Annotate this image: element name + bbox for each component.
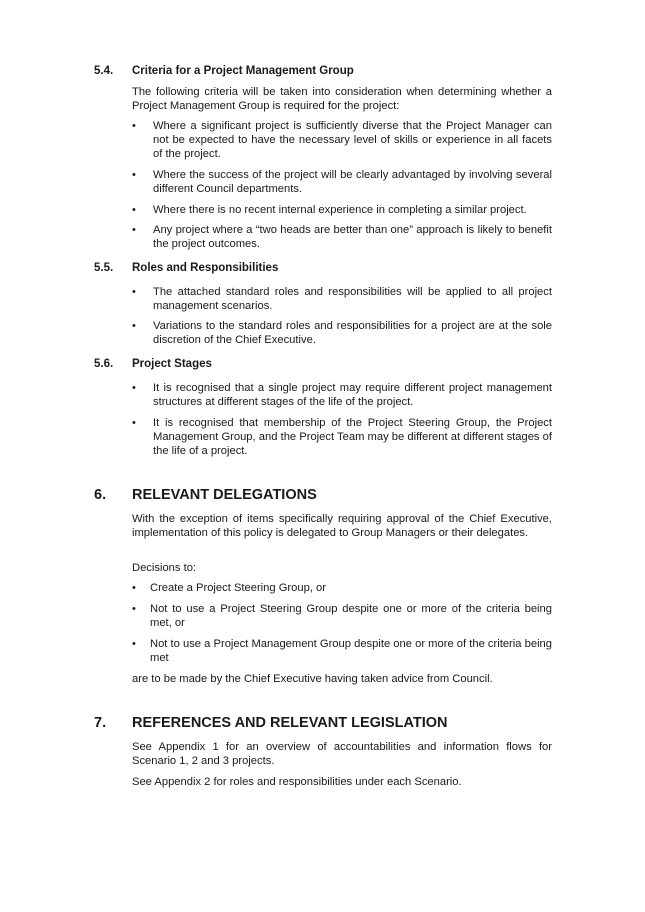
bullet-icon: •: [132, 120, 136, 132]
section-6-decisions-label: Decisions to:: [132, 562, 197, 574]
section-5-4-intro: The following criteria will be taken into consideration when determining whether a Project Management Group is required for the project:: [132, 86, 552, 112]
section-number: 5.4.: [94, 65, 114, 77]
bullet-icon: •: [132, 286, 136, 298]
document-page: 5.4. Criteria for a Project Management Group The following criteria will be taken into consideration when determining whether a Project Management Group is required for the project: • Where a significant project is sufficiently diverse that the Project Manager can not be expected to have the necessary level of skills or experience in all facets of the project. • Where the success of the project will be clearly advantaged by involving several different Council departments. • Where there is no recent internal experience in completing a similar project. • Any project where a “two heads are better than one” approach is likely to benefit the project outcomes. 5.5. Roles and Responsibilities • The attached standard roles and responsibilities will be applied to all project management scenarios. • Variations to the standard roles and responsibilities for a project are at the sole discretion of the Chief Executive. 5.6. Project Stages • It is recognised that a single project may require different project management structures at different stages of the life of the project. • It is recognised that membership of the Project Steering Group, the Project Management Group, and the Project Team may be different at different stages of the life of a project. 6. RELEVANT DELEGATIONS With the exception of items specifically requiring approval of the Chief Executive, implementation of this policy is delegated to Group Managers or their delegates. Decisions to: • Create a Project Steering Group, or • Not to use a Project Steering Group despite one or more of the criteria being met, or • Not to use a Project Management Group despite one or more of the criteria being met are to be made by the Chief Executive having taken advice from Council. 7. REFERENCES AND RELEVANT LEGISLATION See Appendix 1 for an overview of accountabilities and information flows for Scenario 1, 2 and 3 projects. See Appendix 2 for roles and responsibilities under each Scenario.: [94, 65, 552, 788]
section-7-paragraph-1: See Appendix 1 for an overview of accountabilities and information flows for Scenario 1, 2 and 3 projects.: [132, 741, 552, 767]
bullet-icon: •: [132, 638, 136, 650]
bullet-icon: •: [132, 320, 136, 332]
bullet-icon: •: [132, 603, 136, 615]
section-title: Project Stages: [132, 358, 212, 370]
bullet-icon: •: [132, 169, 136, 181]
section-title: Criteria for a Project Management Group: [132, 65, 354, 77]
section-title: REFERENCES AND RELEVANT LEGISLATION: [132, 715, 448, 731]
section-title: Roles and Responsibilities: [132, 262, 279, 274]
section-number: 7.: [94, 715, 107, 731]
section-number: 5.6.: [94, 358, 114, 370]
bullet-icon: •: [132, 582, 136, 594]
section-7-paragraph-2: See Appendix 2 for roles and responsibilities under each Scenario.: [132, 776, 462, 788]
bullet-icon: •: [132, 224, 136, 236]
section-6-intro: With the exception of items specifically requiring approval of the Chief Executive, implementation of this policy is delegated to Group Managers or their delegates.: [132, 513, 552, 539]
bullet-icon: •: [132, 417, 136, 429]
bullet-icon: •: [132, 382, 136, 394]
section-title: RELEVANT DELEGATIONS: [132, 487, 317, 503]
bullet-icon: •: [132, 204, 136, 216]
section-number: 5.5.: [94, 262, 114, 274]
section-6-closing: are to be made by the Chief Executive having taken advice from Council.: [132, 673, 493, 685]
section-number: 6.: [94, 487, 107, 503]
